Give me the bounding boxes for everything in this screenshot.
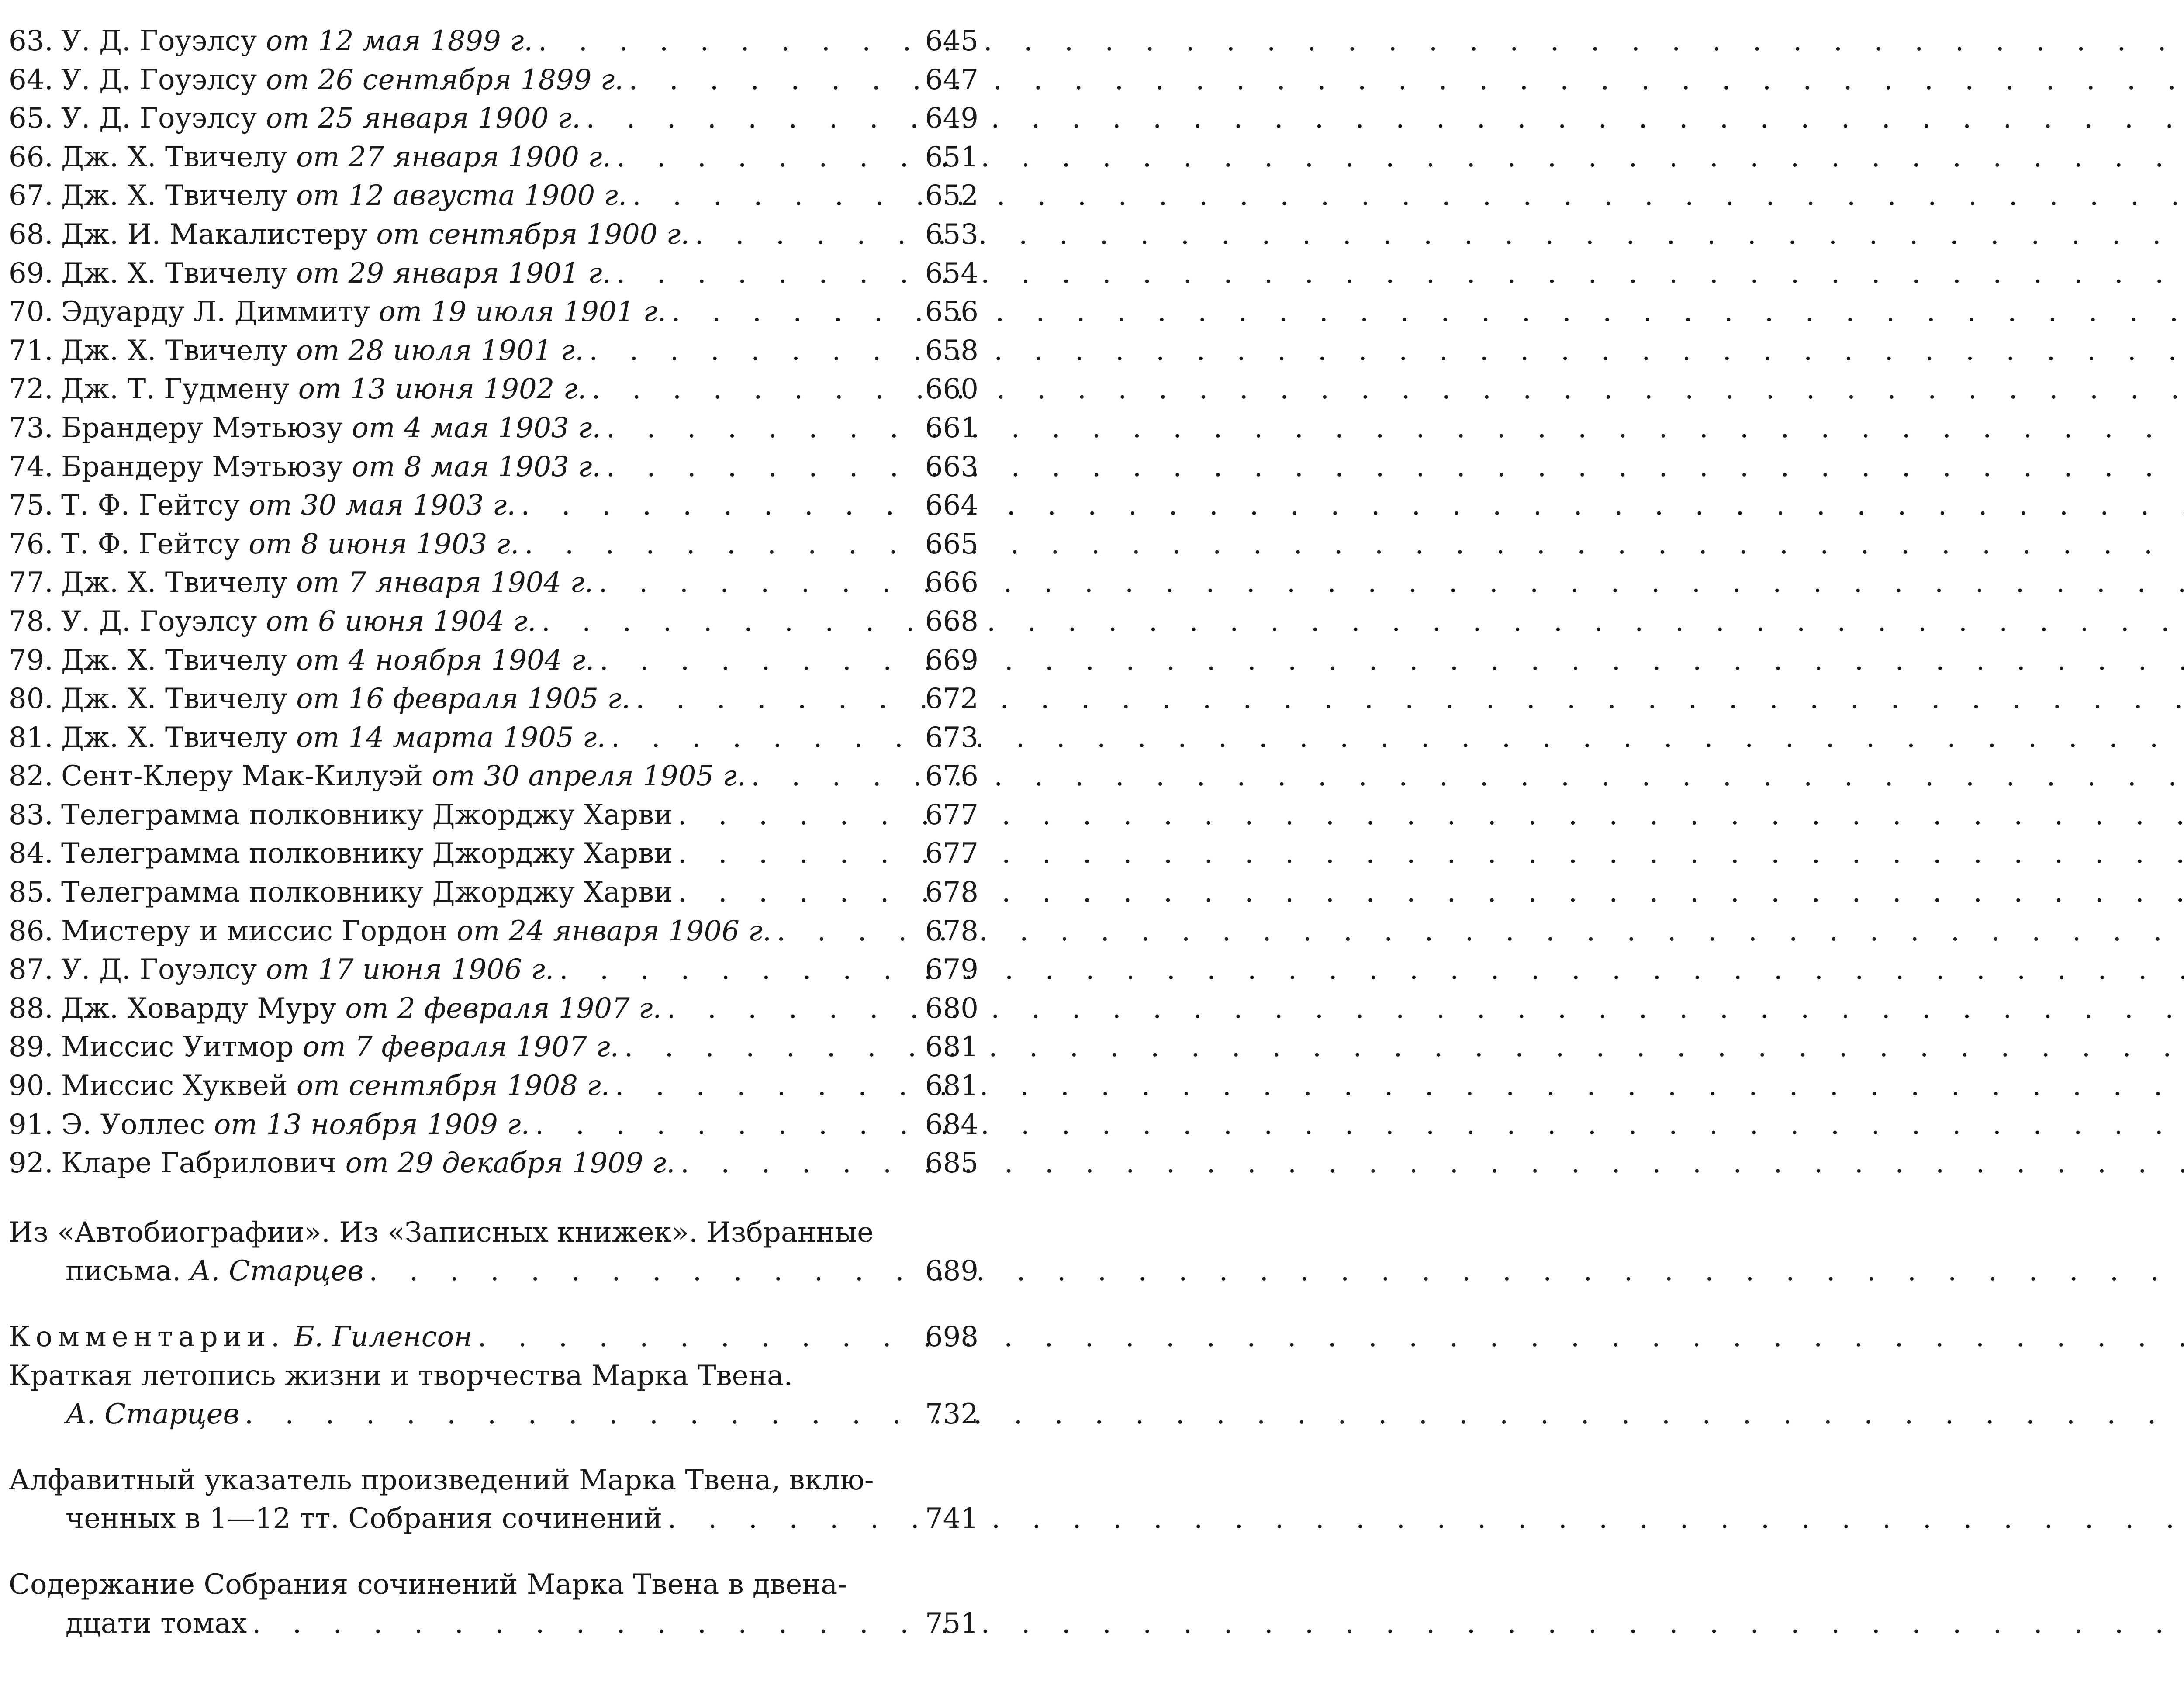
entry-title <box>61 757 746 796</box>
dot-leader <box>610 1067 922 1105</box>
toc-entry[interactable] <box>9 293 978 332</box>
entry-number: 71. <box>9 334 53 367</box>
entry-number: 80. <box>9 683 53 715</box>
dot-leader <box>673 796 922 835</box>
toc-entry[interactable] <box>9 796 978 835</box>
index-title-end: ченных в 1—12 тт. Собрания сочинений <box>66 1503 663 1535</box>
entry-date: от 8 мая 1903 г. <box>352 450 601 483</box>
section-gap <box>9 1291 978 1318</box>
entry-title <box>61 293 666 332</box>
index-line-2 <box>9 1499 978 1538</box>
entry-page: 666 <box>925 566 978 599</box>
essay-author: А. Старцев <box>190 1255 364 1288</box>
dot-leader <box>594 641 922 680</box>
toc-entry[interactable] <box>9 22 978 61</box>
comments-title: Комментарии. Б. Гиленсон <box>9 1321 473 1353</box>
entry-page: 677 <box>925 837 978 870</box>
contents-page: 751 <box>925 1607 978 1640</box>
entry-recipient: Дж. Х. Твичелу <box>61 721 287 754</box>
entry-date: от 17 июня 1906 г. <box>266 953 554 986</box>
entry-number: 67. <box>9 180 53 212</box>
entry-page: 672 <box>925 683 978 715</box>
toc-contents[interactable] <box>9 1565 978 1643</box>
entry-date: от 24 января 1906 г. <box>456 915 771 947</box>
entry-number: 70. <box>9 296 53 328</box>
entry-date: от 8 июня 1903 г. <box>249 528 519 560</box>
contents-title-end: дцати томах <box>66 1607 247 1640</box>
entry-page: 663 <box>925 450 978 483</box>
entry-date: от 16 февраля 1905 г. <box>296 683 631 715</box>
toc-comments[interactable] <box>9 1318 978 1357</box>
entry-date: от 26 сентября 1899 г. <box>266 63 624 96</box>
entry-title <box>61 525 519 564</box>
entry-title <box>61 718 606 757</box>
section-gap <box>9 1183 978 1213</box>
entry-number: 68. <box>9 218 53 251</box>
entry-page: 677 <box>925 798 978 831</box>
entry-number: 73. <box>9 411 53 444</box>
toc-entry[interactable] <box>9 138 978 177</box>
toc-entry[interactable] <box>9 1144 978 1183</box>
entry-page: 664 <box>925 489 978 522</box>
entry-title <box>61 99 581 138</box>
entry-page: 685 <box>925 1147 978 1180</box>
entry-date: от 30 мая 1903 г. <box>249 489 516 522</box>
entry-date: от 27 января 1900 г. <box>296 141 611 173</box>
entry-title <box>61 563 593 602</box>
entry-title <box>61 912 771 951</box>
index-title: Алфавитный указатель произведений Марка Твена, вклю- <box>9 1464 874 1496</box>
essay-page: 689 <box>925 1255 978 1288</box>
entry-date: от 7 февраля 1907 г. <box>302 1031 619 1064</box>
entry-title <box>61 61 624 100</box>
dot-leader <box>673 873 922 912</box>
entry-number: 92. <box>9 1147 53 1180</box>
toc-entry[interactable] <box>9 950 978 989</box>
toc-entry[interactable] <box>9 1028 978 1067</box>
dot-leader <box>662 989 922 1028</box>
entry-recipient: Дж. Х. Твичелу <box>61 566 287 599</box>
entry-number: 88. <box>9 992 53 1025</box>
entry-title <box>61 448 601 487</box>
dot-leader <box>536 602 922 641</box>
dot-leader <box>530 1105 922 1144</box>
entry-page: 654 <box>925 257 978 290</box>
toc-entry[interactable] <box>9 1067 978 1105</box>
toc-entry[interactable] <box>9 680 978 718</box>
entry-recipient: Мистеру и миссис Гордон <box>61 915 448 947</box>
entry-page: 645 <box>925 25 978 57</box>
toc-entry[interactable] <box>9 757 978 796</box>
toc-entry[interactable] <box>9 254 978 293</box>
entry-page: 652 <box>925 180 978 212</box>
toc-entry[interactable] <box>9 448 978 487</box>
entry-recipient: Дж. Т. Гудмену <box>61 373 290 406</box>
essay-title: Из «Автобиографии». Из «Записных книжек». Избранные <box>9 1216 874 1249</box>
dot-leader <box>666 293 922 332</box>
toc-essay[interactable] <box>9 1213 978 1291</box>
entry-recipient: У. Д. Гоуэлсу <box>61 25 257 57</box>
entry-recipient: Дж. Х. Твичелу <box>61 683 287 715</box>
entry-recipient: Миссис Уитмор <box>61 1031 294 1064</box>
toc-entry[interactable] <box>9 989 978 1028</box>
entry-date: от 25 января 1900 г. <box>266 102 581 135</box>
dot-leader <box>619 1028 922 1067</box>
entry-recipient: Брандеру Мэтьюзу <box>61 411 343 444</box>
entry-number: 84. <box>9 837 53 870</box>
entry-page: 673 <box>925 721 978 754</box>
dot-leader <box>584 332 922 370</box>
entry-page: 653 <box>925 218 978 251</box>
entry-page: 680 <box>925 992 978 1025</box>
entry-recipient: Дж. Х. Твичелу <box>61 257 287 290</box>
entry-title <box>61 1028 619 1067</box>
entry-number: 69. <box>9 257 53 290</box>
entry-recipient: У. Д. Гоуэлсу <box>61 63 257 96</box>
entry-number: 87. <box>9 953 53 986</box>
toc-entry[interactable] <box>9 718 978 757</box>
dot-leader <box>519 525 922 564</box>
toc-index[interactable] <box>9 1461 978 1538</box>
entry-page: 684 <box>925 1108 978 1141</box>
dot-leader <box>533 22 922 61</box>
toc-chronicle[interactable] <box>9 1357 978 1434</box>
entry-title <box>61 1067 610 1105</box>
entry-recipient: У. Д. Гоуэлсу <box>61 605 257 638</box>
entry-number: 77. <box>9 566 53 599</box>
entry-number: 90. <box>9 1070 53 1102</box>
entry-title <box>61 796 673 835</box>
entry-date: от 4 мая 1903 г. <box>352 411 601 444</box>
entry-date: от 6 июня 1904 г. <box>266 605 536 638</box>
dot-leader <box>554 950 922 989</box>
entry-recipient: Дж. Х. Твичелу <box>61 180 287 212</box>
chronicle-page: 732 <box>925 1398 978 1431</box>
entry-title <box>61 1144 675 1183</box>
entry-recipient: Телеграмма полковнику Джорджу Харви <box>61 837 673 870</box>
entry-date: от 13 ноября 1909 г. <box>214 1108 530 1141</box>
toc-entry[interactable] <box>9 563 978 602</box>
dot-leader <box>516 486 922 525</box>
comments-page: 698 <box>925 1321 978 1353</box>
entry-date: от 14 марта 1905 г. <box>296 721 606 754</box>
entry-date: от 19 июля 1901 г. <box>378 296 667 328</box>
entry-number: 91. <box>9 1108 53 1141</box>
entry-title <box>61 1105 530 1144</box>
entry-page: 647 <box>925 63 978 96</box>
entry-title <box>61 409 601 448</box>
entry-date: от 29 декабря 1909 г. <box>345 1147 675 1180</box>
dot-leader <box>624 61 922 100</box>
entry-recipient: Кларе Габрилович <box>61 1147 337 1180</box>
entry-title <box>61 370 586 409</box>
entry-page: 676 <box>925 760 978 793</box>
toc-entry[interactable] <box>9 486 978 525</box>
entry-title <box>61 950 554 989</box>
toc-entry[interactable] <box>9 409 978 448</box>
entry-recipient: Дж. Х. Твичелу <box>61 141 287 173</box>
entry-number: 65. <box>9 102 53 135</box>
dot-leader <box>771 912 922 951</box>
dot-leader <box>586 370 922 409</box>
entry-title <box>61 989 662 1028</box>
dot-leader <box>662 1499 922 1538</box>
chronicle-title: Краткая летопись жизни и творчества Марка Твена. <box>9 1359 793 1392</box>
dot-leader <box>363 1252 922 1291</box>
entry-title <box>61 641 594 680</box>
entry-title <box>61 602 536 641</box>
entry-page: 668 <box>925 605 978 638</box>
entry-number: 72. <box>9 373 53 406</box>
dot-leader <box>247 1604 922 1643</box>
letters-list <box>9 22 978 1183</box>
essay-title-end: письма. А. Старцев <box>66 1255 364 1288</box>
entry-page: 669 <box>925 644 978 677</box>
dot-leader <box>675 1144 922 1183</box>
entry-recipient: Телеграмма полковнику Джорджу Харви <box>61 798 673 831</box>
toc-entry[interactable] <box>9 602 978 641</box>
entry-recipient: Т. Ф. Гейтсу <box>61 528 240 560</box>
entry-number: 86. <box>9 915 53 947</box>
entry-number: 78. <box>9 605 53 638</box>
toc-entry[interactable] <box>9 370 978 409</box>
entry-page: 651 <box>925 141 978 173</box>
entry-title <box>61 332 584 370</box>
essay-line-2 <box>9 1252 978 1291</box>
entry-title <box>61 138 611 177</box>
toc-entry[interactable] <box>9 641 978 680</box>
dot-leader <box>611 254 922 293</box>
entry-recipient: Сент-Клеру Мак-Килуэй <box>61 760 423 793</box>
entry-date: от сентября 1900 г. <box>376 218 690 251</box>
entry-recipient: Телеграмма полковнику Джорджу Харви <box>61 876 673 909</box>
section-gap <box>9 1538 978 1565</box>
entry-date: от 29 января 1901 г. <box>296 257 611 290</box>
entry-number: 76. <box>9 528 53 560</box>
entry-number: 74. <box>9 450 53 483</box>
entry-date: от 12 мая 1899 г. <box>266 25 533 57</box>
toc-entry[interactable] <box>9 525 978 564</box>
dot-leader <box>611 138 922 177</box>
entry-recipient: Дж. Ховарду Муру <box>61 992 337 1025</box>
entry-date: от 28 июля 1901 г. <box>296 334 584 367</box>
entry-number: 85. <box>9 876 53 909</box>
entry-recipient: Дж. Х. Твичелу <box>61 644 287 677</box>
index-page: 741 <box>925 1503 978 1535</box>
toc-entry[interactable] <box>9 912 978 951</box>
entry-page: 661 <box>925 411 978 444</box>
toc-page <box>9 22 978 1643</box>
entry-page: 681 <box>925 1031 978 1064</box>
entry-page: 665 <box>925 528 978 560</box>
toc-entry[interactable] <box>9 99 978 138</box>
entry-number: 66. <box>9 141 53 173</box>
entry-date: от 7 января 1904 г. <box>296 566 594 599</box>
toc-entry[interactable] <box>9 61 978 100</box>
comments-author: Б. Гиленсон <box>294 1321 473 1353</box>
entry-recipient: Дж. Х. Твичелу <box>61 334 287 367</box>
entry-number: 82. <box>9 760 53 793</box>
entry-title <box>61 834 673 873</box>
entry-recipient: Эдуарду Л. Диммиту <box>61 296 370 328</box>
entry-recipient: Миссис Хуквей <box>61 1070 288 1102</box>
toc-entry[interactable] <box>9 1105 978 1144</box>
entry-title <box>61 215 690 254</box>
entry-number: 89. <box>9 1031 53 1064</box>
dot-leader <box>472 1318 922 1357</box>
dot-leader <box>593 563 922 602</box>
entry-page: 649 <box>925 102 978 135</box>
entry-page: 660 <box>925 373 978 406</box>
chronicle-author: А. Старцев <box>66 1398 239 1431</box>
entry-page: 658 <box>925 334 978 367</box>
dot-leader <box>690 215 922 254</box>
entry-recipient: Дж. И. Макалистеру <box>61 218 367 251</box>
entry-page: 678 <box>925 915 978 947</box>
entry-recipient: У. Д. Гоуэлсу <box>61 953 257 986</box>
section-gap <box>9 1434 978 1461</box>
entry-title <box>61 486 516 525</box>
chronicle-line-2 <box>9 1395 978 1434</box>
dot-leader <box>627 176 922 215</box>
entry-page: 678 <box>925 876 978 909</box>
toc-entry[interactable] <box>9 873 978 912</box>
dot-leader <box>746 757 922 796</box>
entry-title <box>61 873 673 912</box>
entry-date: от 12 августа 1900 г. <box>296 180 627 212</box>
entry-number: 81. <box>9 721 53 754</box>
dot-leader <box>601 448 922 487</box>
entry-recipient: У. Д. Гоуэлсу <box>61 102 257 135</box>
dot-leader <box>581 99 922 138</box>
entry-number: 79. <box>9 644 53 677</box>
entry-number: 63. <box>9 25 53 57</box>
entry-recipient: Брандеру Мэтьюзу <box>61 450 343 483</box>
toc-entry[interactable] <box>9 834 978 873</box>
entry-date: от 30 апреля 1905 г. <box>432 760 746 793</box>
entry-date: от 4 ноября 1904 г. <box>296 644 594 677</box>
dot-leader <box>239 1395 922 1434</box>
entry-recipient: Э. Уоллес <box>61 1108 205 1141</box>
toc-entry[interactable] <box>9 215 978 254</box>
entry-date: от 13 июня 1902 г. <box>298 373 587 406</box>
dot-leader <box>673 834 922 873</box>
entry-title <box>61 680 630 718</box>
contents-title: Содержание Собрания сочинений Марка Твена в двена- <box>9 1568 847 1601</box>
entry-page: 679 <box>925 953 978 986</box>
toc-entry[interactable] <box>9 176 978 215</box>
entry-title <box>61 22 533 61</box>
entry-page: 681 <box>925 1070 978 1102</box>
entry-page: 656 <box>925 296 978 328</box>
entry-number: 83. <box>9 798 53 831</box>
entry-number: 75. <box>9 489 53 522</box>
dot-leader <box>601 409 922 448</box>
dot-leader <box>606 718 922 757</box>
entry-title <box>61 176 627 215</box>
entry-date: от 2 февраля 1907 г. <box>345 992 662 1025</box>
entry-recipient: Т. Ф. Гейтсу <box>61 489 240 522</box>
entry-number: 64. <box>9 63 53 96</box>
toc-entry[interactable] <box>9 332 978 370</box>
entry-date: от сентября 1908 г. <box>296 1070 610 1102</box>
dot-leader <box>630 680 922 718</box>
entry-title <box>61 254 611 293</box>
contents-line-2 <box>9 1604 978 1643</box>
